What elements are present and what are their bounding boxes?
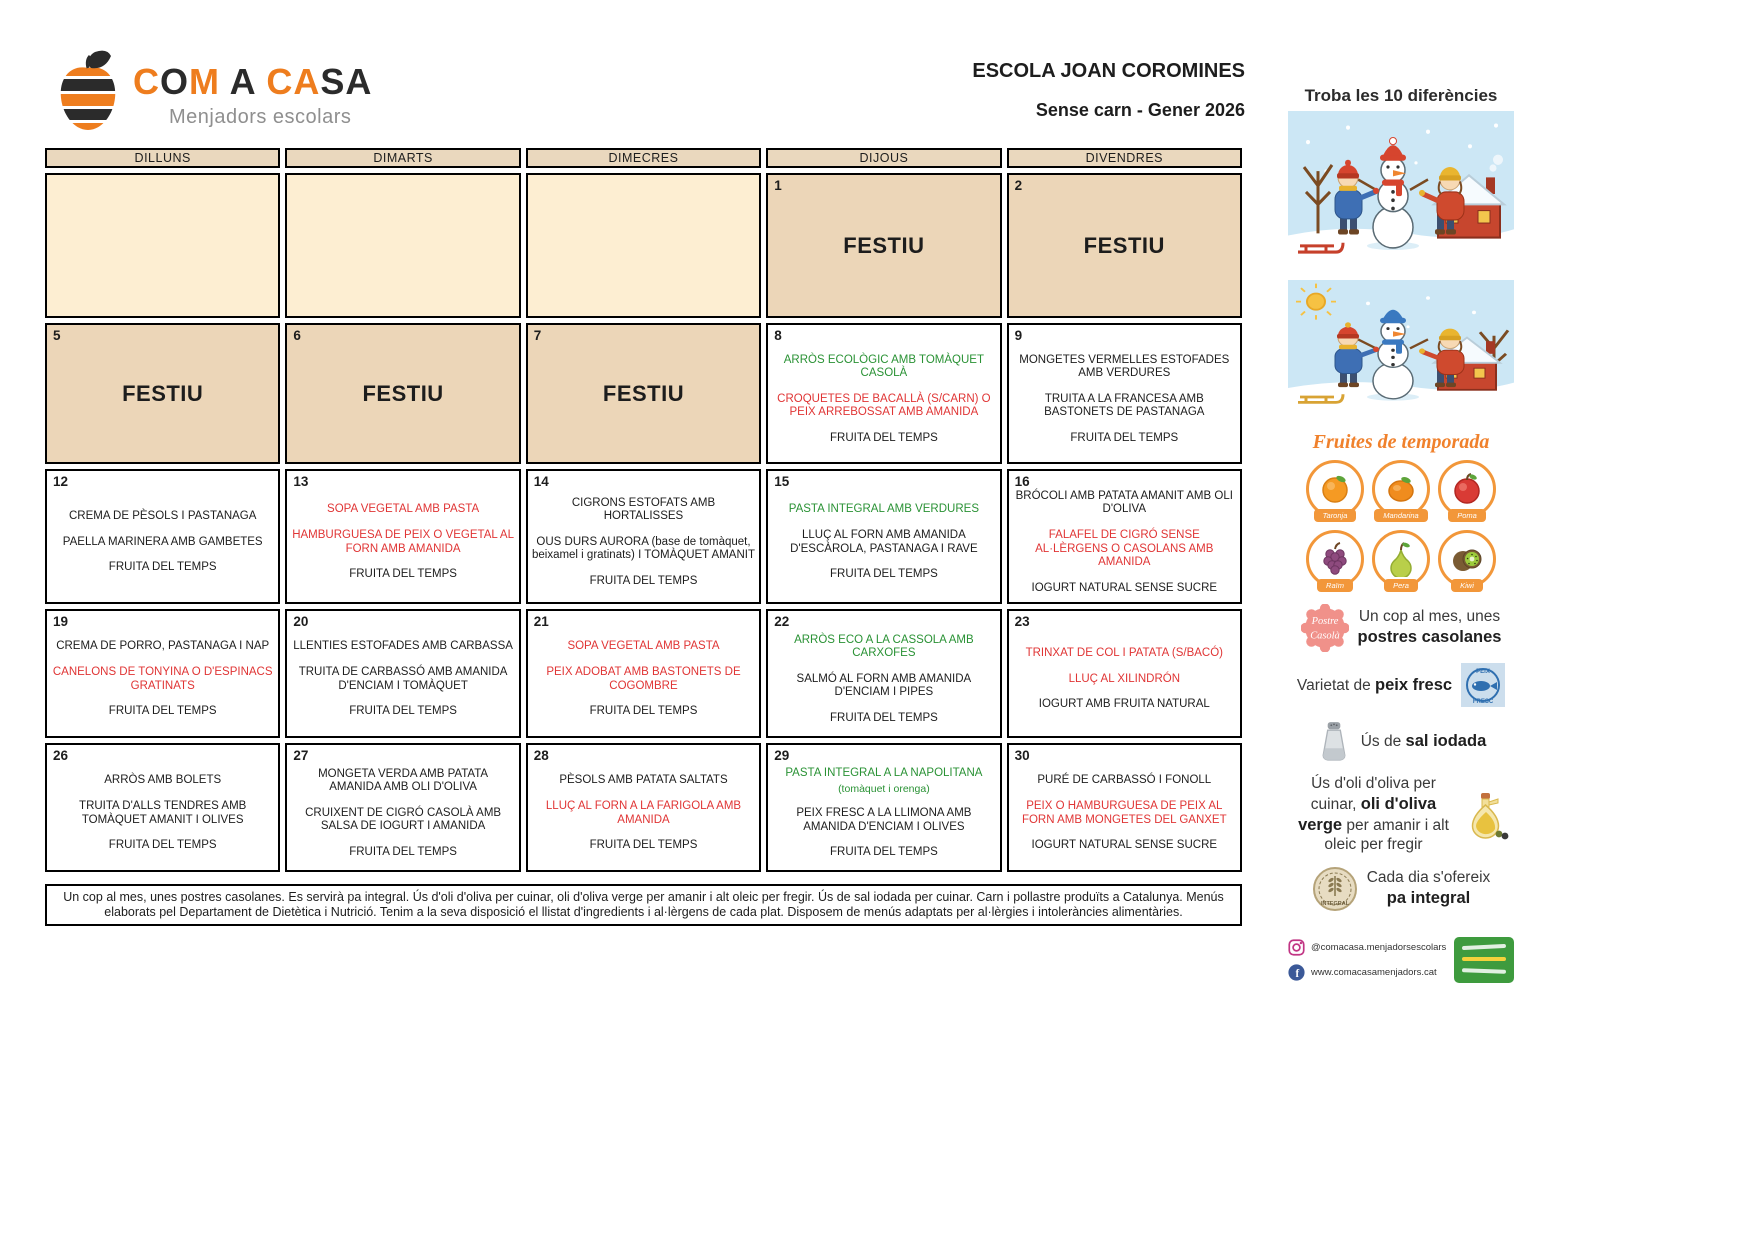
website-url: www.comacasamenjadors.cat (1311, 966, 1437, 978)
menu-item: MONGETES VERMELLES ESTOFADES AMB VERDURES (1019, 353, 1230, 380)
difference-image-1 (1288, 111, 1514, 277)
calendar-grid (45, 148, 1242, 872)
fruit-badge-taronja (1302, 460, 1368, 522)
day-number: 27 (293, 748, 309, 763)
menu-item: FRUITA DEL TEMPS (108, 839, 217, 852)
menu-item: PASTA INTEGRAL AMB VERDURES (788, 503, 979, 516)
brand-subtitle: Menjadors escolars (169, 106, 352, 128)
info-text-bold: peix fresc (1375, 675, 1453, 694)
day-cell-12 (45, 469, 280, 604)
day-cell-13 (285, 469, 520, 604)
menu-item: FRUITA DEL TEMPS (108, 561, 217, 574)
menu-item: FRUITA DEL TEMPS (830, 846, 938, 859)
menu-title: Sense carn - Gener 2026 (1035, 100, 1245, 120)
day-cell-16 (1007, 469, 1242, 604)
day-number: 26 (53, 748, 69, 763)
day-cell-27 (285, 743, 520, 872)
menu-item: PEIX ADOBAT AMB BASTONETS DE COGOMBRE (546, 665, 741, 692)
day-cell-7 (526, 323, 761, 464)
info-oli-oliva (1288, 775, 1514, 855)
festiu-label: FESTIU (1083, 232, 1165, 258)
menu-item: FRUITA DEL TEMPS (349, 705, 457, 718)
wholegrain-bread-badge-icon (1312, 866, 1358, 912)
day-cell-28 (526, 743, 761, 872)
fruit-label: Taronja (1314, 509, 1357, 522)
day-number: 8 (774, 328, 782, 343)
day-number: 14 (533, 474, 549, 489)
brand-letter: C (266, 61, 294, 102)
menu-item: PÈSOLS AMB PATATA SALTATS (559, 774, 728, 787)
day-cell-14 (526, 469, 761, 604)
menu-item: ARRÒS ECO A LA CASSOLA AMB CARXOFES (794, 633, 974, 660)
menu-item: TRUITA A LA FRANCESA AMB BASTONETS DE PASTANAGA (1044, 392, 1205, 419)
menu-item: SOPA VEGETAL AMB PASTA (327, 503, 480, 516)
social-block (1288, 937, 1514, 983)
local-produce-logo (1454, 937, 1514, 983)
school-name: ESCOLA JOAN COROMINES (972, 60, 1245, 82)
menu-item: FRUITA DEL TEMPS (349, 568, 457, 581)
olive-oil-cruet-icon (1463, 790, 1509, 840)
info-text-line: Cada dia s'ofereix (1366, 868, 1491, 886)
menu-item: LLENTIES ESTOFADES AMB CARBASSA (293, 640, 513, 653)
menu-item: PURÉ DE CARBASSÓ I FONOLL (1037, 774, 1212, 787)
facebook-icon (1288, 964, 1305, 981)
info-list (1288, 604, 1514, 983)
menu-item: HAMBURGUESA DE PEIX O VEGETAL AL FORN AMB AMANIDA (292, 528, 514, 555)
menu-item: FRUITA DEL TEMPS (830, 431, 938, 444)
svg-text:Casolà: Casolà (1309, 630, 1340, 642)
day-number: 30 (1014, 748, 1030, 763)
day-number: 20 (293, 614, 309, 629)
menu-item: FALAFEL DE CIGRÓ SENSE AL·LÈRGENS O CASOLANS AMB AMANIDA (1035, 528, 1214, 569)
day-number: 22 (774, 614, 790, 629)
festiu-label: FESTIU (602, 380, 685, 406)
brand-letter: S (320, 61, 346, 102)
info-text-line: Ús de (1360, 732, 1406, 750)
apple-logo-icon (55, 50, 121, 134)
homemade-dessert-badge-icon (1301, 604, 1349, 652)
fruit-badge-kiwi (1434, 530, 1500, 592)
day-cell-26 (45, 743, 280, 872)
day-cell-9 (1007, 323, 1242, 464)
fruit-label: Mandarina (1374, 509, 1427, 522)
day-cell-8 (766, 323, 1001, 464)
menu-item: CREMA DE PÈSOLS I PASTANAGA (68, 510, 257, 523)
menu-item: SALMÓ AL FORN AMB AMANIDA D'ENCIAM I PIPES (796, 672, 972, 699)
day-number: 13 (293, 474, 309, 489)
fruit-badge-pera (1368, 530, 1434, 592)
seasonal-fruits-title: Fruites de temporada (1312, 431, 1490, 453)
day-number: 12 (53, 474, 69, 489)
brand-letter: O (160, 61, 190, 102)
menu-item: CREMA DE PORRO, PASTANAGA I NAP (56, 640, 270, 653)
menu-item: IOGURT AMB FRUITA NATURAL (1038, 698, 1210, 711)
menu-item: ARRÒS ECOLÒGIC AMB TOMÀQUET CASOLÀ (783, 353, 984, 380)
differences-title: Troba les 10 diferències (1304, 86, 1498, 105)
day-cell-30 (1007, 743, 1242, 872)
info-text-bold: postres casolanes (1357, 628, 1502, 646)
day-number: 21 (533, 614, 549, 629)
fruit-label: Poma (1448, 509, 1486, 522)
svg-text:INTEGRAL: INTEGRAL (1320, 900, 1349, 907)
fruit-label: Pera (1384, 579, 1418, 592)
festiu-label: FESTIU (122, 380, 204, 406)
day-cell-5 (45, 323, 280, 464)
info-postres-casolanes (1288, 604, 1514, 652)
info-text-bold: pa integral (1386, 888, 1471, 907)
menu-item: FRUITA DEL TEMPS (830, 711, 938, 724)
day-number: 2 (1014, 178, 1023, 193)
menu-item: ARRÒS AMB BOLETS (104, 774, 222, 787)
menu-item: SOPA VEGETAL AMB PASTA (567, 640, 720, 653)
menu-item: FRUITA DEL TEMPS (1070, 431, 1179, 444)
menu-item: PEIX FRESC A LA LLIMONA AMB AMANIDA D'ENCIAM I OLIVES (796, 807, 972, 833)
weekday-header-divendres: DIVENDRES (1007, 148, 1242, 168)
instagram-icon (1288, 939, 1305, 956)
day-number: 28 (533, 748, 549, 763)
info-text-line: per amanir i alt oleic per fregir (1324, 816, 1449, 853)
day-cell-empty (45, 173, 280, 318)
fruit-badge-poma (1434, 460, 1500, 522)
day-cell-6 (285, 323, 520, 464)
menu-item: PASTA INTEGRAL A LA NAPOLITANA (785, 767, 983, 780)
info-text-bold: oli d'oliva verge (1298, 794, 1437, 834)
svg-text:f: f (1295, 967, 1300, 980)
day-number: 29 (774, 748, 790, 763)
day-cell-1 (766, 173, 1001, 318)
svg-text:PEIX: PEIX (1476, 669, 1490, 675)
menu-item: CIGRONS ESTOFATS AMB HORTALISSES (571, 496, 716, 523)
brand-letter: A (293, 61, 321, 102)
day-number: 9 (1014, 328, 1023, 343)
menu-item: CRUIXENT DE CIGRÓ CASOLÀ AMB SALSA DE IOGURT I AMANIDA (305, 806, 502, 833)
menu-item: FRUITA DEL TEMPS (589, 705, 698, 718)
difference-image-2 (1288, 280, 1514, 424)
brand-letter: C (133, 61, 160, 102)
day-number: 7 (533, 328, 542, 343)
info-text-line: Ús d'oli d'oliva per cuinar, (1310, 775, 1436, 813)
festiu-label: FESTIU (362, 380, 444, 406)
menu-item: MONGETA VERDA AMB PATATA AMANIDA AMB OLI D'OLIVA (318, 767, 489, 794)
menu-item-note: (tomàquet i orenga) (838, 782, 930, 795)
day-number: 5 (53, 328, 61, 343)
brand-letter: M (189, 61, 221, 102)
info-peix-fresc (1288, 663, 1514, 707)
day-cell-empty (526, 173, 761, 318)
menu-item: CANELONS DE TONYINA O D'ESPINACS GRATINATS (52, 665, 273, 692)
day-cell-22 (766, 609, 1001, 738)
info-text-bold: sal iodada (1405, 731, 1487, 750)
salt-shaker-icon (1316, 718, 1352, 764)
menu-item: IOGURT NATURAL SENSE SUCRE (1031, 839, 1218, 852)
menu-item: TRUITA D'ALLS TENDRES AMB TOMÀQUET AMANIT I OLIVES (79, 799, 247, 826)
weekday-header-dimecres: DIMECRES (526, 148, 761, 168)
fruit-label: Raïm (1317, 579, 1353, 592)
menu-item: PEIX O HAMBURGUESA DE PEIX AL FORN AMB MONGETES DEL GANXET (1021, 799, 1227, 826)
weekday-header-dilluns: DILLUNS (45, 148, 280, 168)
menu-item: LLUÇ AL XILINDRÓN (1068, 672, 1180, 685)
info-pa-integral (1288, 866, 1514, 912)
day-cell-20 (285, 609, 520, 738)
seasonal-fruits-grid (1288, 460, 1514, 592)
menu-item: PAELLA MARINERA AMB GAMBETES (62, 535, 263, 548)
menu-item: FRUITA DEL TEMPS (589, 839, 698, 852)
festiu-label: FESTIU (843, 232, 925, 258)
day-number: 1 (774, 178, 782, 193)
facebook-link[interactable] (1288, 964, 1446, 981)
menu-item: CROQUETES DE BACALLÀ (S/CARN) O PEIX ARREBOSSAT AMB AMANIDA (777, 392, 991, 419)
day-cell-empty (285, 173, 520, 318)
day-cell-2 (1007, 173, 1242, 318)
day-cell-21 (526, 609, 761, 738)
brand-name (133, 61, 373, 102)
svg-text:Postre: Postre (1311, 615, 1338, 627)
info-sal-iodada (1288, 718, 1514, 764)
menu-item: FRUITA DEL TEMPS (830, 568, 938, 581)
menu-item: FRUITA DEL TEMPS (108, 705, 217, 718)
brand-letter: A (220, 61, 267, 102)
weekday-header-dimarts: DIMARTS (285, 148, 520, 168)
day-cell-15 (766, 469, 1001, 604)
brand-logo (55, 50, 372, 134)
sidebar (1288, 86, 1514, 983)
instagram-link[interactable] (1288, 939, 1446, 956)
day-cell-23 (1007, 609, 1242, 738)
menu-item: LLUÇ AL FORN A LA FARIGOLA AMB AMANIDA (545, 799, 742, 826)
day-number: 6 (293, 328, 301, 343)
brand-letter: A (345, 61, 373, 102)
svg-text:FRESC: FRESC (1472, 699, 1494, 705)
day-number: 23 (1014, 614, 1030, 629)
fresh-fish-stamp-icon (1461, 663, 1505, 707)
day-cell-29 (766, 743, 1001, 872)
info-text-line: Un cop al mes, unes (1358, 608, 1501, 626)
menu-item: TRINXAT DE COL I PATATA (S/BACÓ) (1025, 647, 1224, 660)
weekday-header-dijous: DIJOUS (766, 148, 1001, 168)
fruit-label: Kiwi (1451, 579, 1483, 592)
day-cell-19 (45, 609, 280, 738)
menu-item: TRUITA DE CARBASSÓ AMB AMANIDA D'ENCIAM I TOMÀQUET (298, 665, 508, 692)
menu-item: LLUÇ AL FORN AMB AMANIDA D'ESCÀROLA, PASTANAGA I RAVE (790, 528, 978, 555)
fruit-badge-mandarina (1368, 460, 1434, 522)
menu-item: BRÓCOLI AMB PATATA AMANIT AMB OLI D'OLIVA (1015, 489, 1233, 516)
footer-note: Un cop al mes, unes postres casolanes. Es servirà pa integral. Ús d'oli d'oliva per cuinar, oli d'oliva verge per amanir i alt oleic per fregir. Ús de sal iodada per cuinar. Carn i pollastre produïts a Catalunya. Menús elaborats pel Departament de Dietètica i Nutrició. Tenim a la seva disposició el llistat d'ingredients i al·lèrgens de cada plat. Disposem de menús adaptats per al·lèrgies i intoleràncies alimentàries. (45, 884, 1242, 926)
day-number: 16 (1014, 474, 1030, 489)
info-text-line: Varietat de (1296, 676, 1376, 694)
menu-item: FRUITA DEL TEMPS (349, 845, 457, 858)
menu-item: IOGURT NATURAL SENSE SUCRE (1031, 581, 1218, 594)
day-number: 19 (53, 614, 69, 629)
fruit-badge-raim (1302, 530, 1368, 592)
menu-item: OUS DURS AURORA (base de tomàquet, beixamel i gratinats) I TOMÀQUET AMANIT (531, 535, 756, 562)
day-number: 15 (774, 474, 790, 489)
menu-item: FRUITA DEL TEMPS (589, 574, 698, 587)
instagram-handle: @comacasa.menjadorsescolars (1311, 941, 1447, 953)
